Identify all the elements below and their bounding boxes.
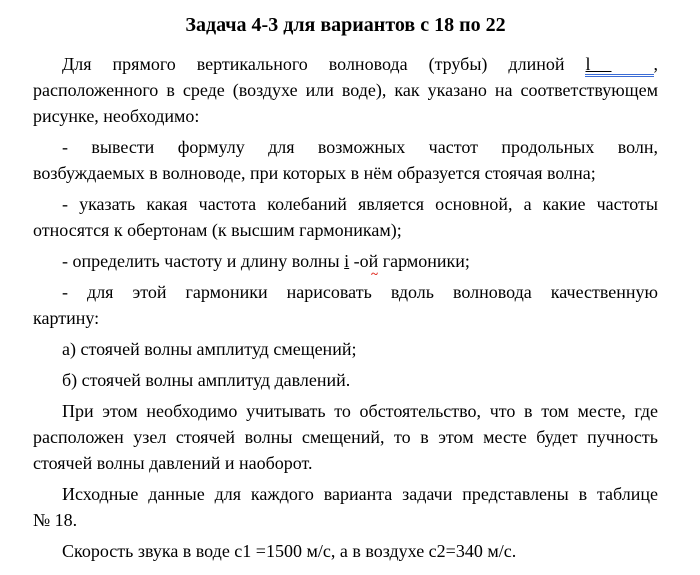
- text-segment: возбуждаемых в волноводе, при которых в нём образуется стоячая волна;: [33, 163, 596, 183]
- text-line: [33, 305, 658, 331]
- text-segment: При этом необходимо учитывать то обстоятельство, что в том месте, где: [62, 401, 658, 421]
- text-line: [33, 51, 658, 77]
- text-segment: - определить частоту и длину волны: [62, 251, 345, 271]
- text-line: [33, 538, 658, 564]
- text-line: [33, 481, 658, 507]
- text-segment: - для этой гармоники нарисовать вдоль волновода качественную: [62, 282, 658, 302]
- text-segment: а) стоячей волны амплитуд смещений;: [62, 339, 357, 359]
- harmonic-index-symbol: i ~: [344, 251, 349, 271]
- document-body: [33, 51, 658, 564]
- text-segment: ,: [653, 54, 659, 74]
- text-line: [33, 248, 658, 274]
- text-line: [33, 450, 658, 476]
- text-segment: расположен узел стоячей волны смещений, то в этом месте будет пучность: [33, 427, 658, 447]
- text-segment: картину:: [33, 308, 100, 328]
- length-symbol: l: [585, 54, 611, 77]
- text-line: [33, 336, 658, 362]
- text-segment: Для прямого вертикального волновода (трубы) длиной: [62, 54, 586, 74]
- paragraph-intro: [33, 51, 658, 129]
- text-line: [33, 191, 658, 217]
- text-line: [33, 424, 658, 450]
- page-title: Задача 4-3 для вариантов с 18 по 22: [185, 14, 506, 36]
- text-segment: - указать какая частота колебаний является основной, а какие частоты: [62, 194, 658, 214]
- text-segment: Исходные данные для каждого варианта задачи представлены в таблице: [62, 484, 658, 504]
- text-segment: относятся к обертонам (к высшим гармоникам);: [33, 220, 402, 240]
- paragraph-task-determine-harmonic: [33, 248, 658, 274]
- text-segment: рисунке, необходимо:: [33, 106, 200, 126]
- text-line: [33, 367, 658, 393]
- paragraph-sound-speeds: [33, 538, 658, 564]
- paragraph-task-derive-formula: [33, 134, 658, 186]
- text-line: [33, 134, 658, 160]
- text-segment: расположенного в среде (воздухе или воде), как указано на соответствующем: [33, 80, 658, 100]
- paragraph-note-nodes-antinodes: [33, 398, 658, 476]
- text-segment: -ой гармоники;: [349, 251, 470, 271]
- paragraph-item-b: [33, 367, 658, 393]
- grammar-underline-gap: [612, 54, 654, 77]
- text-line: [33, 507, 658, 533]
- text-segment: стоячей волны давлений и наоборот.: [33, 453, 313, 473]
- text-segment: - вывести формулу для возможных частот продольных волн,: [62, 137, 658, 157]
- text-line: [33, 103, 658, 129]
- paragraph-source-data: [33, 481, 658, 533]
- text-line: [33, 77, 658, 103]
- text-line: [33, 279, 658, 305]
- paragraph-task-indicate-frequency: [33, 191, 658, 243]
- text-segment: б) стоячей волны амплитуд давлений.: [62, 370, 351, 390]
- text-line: [33, 160, 658, 186]
- text-segment: № 18.: [33, 510, 78, 530]
- text-line: [33, 398, 658, 424]
- paragraph-task-draw-picture: [33, 279, 658, 331]
- text-segment: Скорость звука в воде c1 =1500 м/с, а в воздухе c2=340 м/с.: [62, 541, 517, 561]
- text-line: [33, 217, 658, 243]
- paragraph-item-a: [33, 336, 658, 362]
